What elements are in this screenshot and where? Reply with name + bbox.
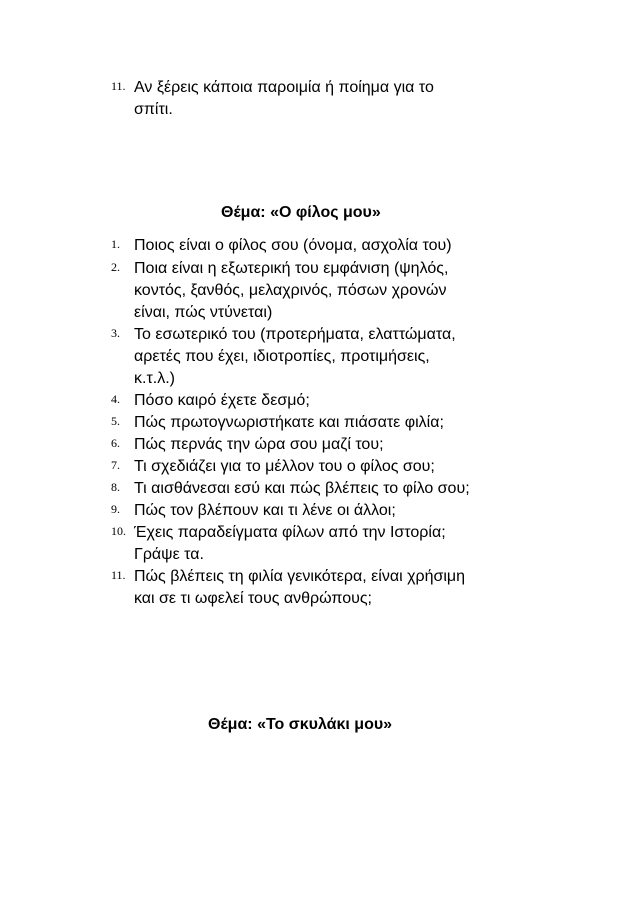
list-item-line: αρετές που έχει, ιδιοτροπίες, προτιμήσεις, <box>134 348 430 365</box>
list-item-number: 11. <box>111 568 126 582</box>
list-item-line: Τι αισθάνεσαι εσύ και πώς βλέπεις το φίλο σου; <box>134 480 470 497</box>
section-heading-puppy: Θέμα: «Το σκυλάκι μου» <box>208 716 393 733</box>
list-item-line: Πώς πρωτογνωριστήκατε και πιάσατε φιλία; <box>134 414 444 431</box>
list-item-text <box>134 77 434 121</box>
list-item-line: σπίτι. <box>134 101 173 118</box>
list-item-line: και σε τι ωφελεί τους ανθρώπους; <box>134 590 372 607</box>
list-item-number: 2. <box>111 260 120 274</box>
list-item-text <box>134 456 435 478</box>
list-item-line: Πώς βλέπεις τη φιλία γενικότερα, είναι χρήσιμη <box>134 568 466 585</box>
list-item-number: 7. <box>111 458 120 472</box>
list-item-text <box>134 522 446 566</box>
list-item-line: κ.τ.λ.) <box>134 370 175 387</box>
list-item-number: 1. <box>111 237 120 251</box>
list-item-text <box>134 324 456 390</box>
list-item-text <box>134 434 384 456</box>
list-item-text <box>134 500 396 522</box>
list-item-number: 9. <box>111 502 120 516</box>
list-item-number: 3. <box>111 326 120 340</box>
list-item-line: Αν ξέρεις κάποια παροιμία ή ποίημα για το <box>134 79 434 96</box>
list-item-text <box>134 412 444 434</box>
list-item-line: είναι, πώς ντύνεται) <box>134 304 273 321</box>
list-item-line: Το εσωτερικό του (προτερήματα, ελαττώματα, <box>134 326 456 343</box>
list-item-number: 5. <box>111 414 120 428</box>
section-heading-friend: Θέμα: «Ο φίλος μου» <box>221 204 381 221</box>
list-item-text <box>134 235 452 257</box>
list-item-line: Ποιος είναι ο φίλος σου (όνομα, ασχολία του) <box>134 237 452 254</box>
list-item-number: 8. <box>111 480 120 494</box>
list-item-text <box>134 258 448 324</box>
list-item-number: 6. <box>111 436 120 450</box>
list-item-number: 4. <box>111 392 120 406</box>
list-item-line: Πώς τον βλέπουν και τι λένε οι άλλοι; <box>134 502 396 519</box>
list-item-number: 10. <box>111 524 126 538</box>
list-item-line: Πόσο καιρό έχετε δεσμό; <box>134 392 310 409</box>
list-item-text <box>134 478 470 500</box>
list-item-line: κοντός, ξανθός, μελαχρινός, πόσων χρονών <box>134 282 447 299</box>
list-item-line: Έχεις παραδείγματα φίλων από την Ιστορία; <box>134 524 446 541</box>
list-item-line: Πώς περνάς την ώρα σου μαζί του; <box>134 436 384 453</box>
list-item-number: 11. <box>111 79 126 93</box>
list-item-text <box>134 566 465 610</box>
list-item-text <box>134 390 310 412</box>
list-item-line: Γράψε τα. <box>134 546 204 563</box>
list-item-line: Τι σχεδιάζει για το μέλλον του ο φίλος σου; <box>134 458 435 475</box>
list-item-line: Ποια είναι η εξωτερική του εμφάνιση (ψηλός, <box>134 260 449 277</box>
